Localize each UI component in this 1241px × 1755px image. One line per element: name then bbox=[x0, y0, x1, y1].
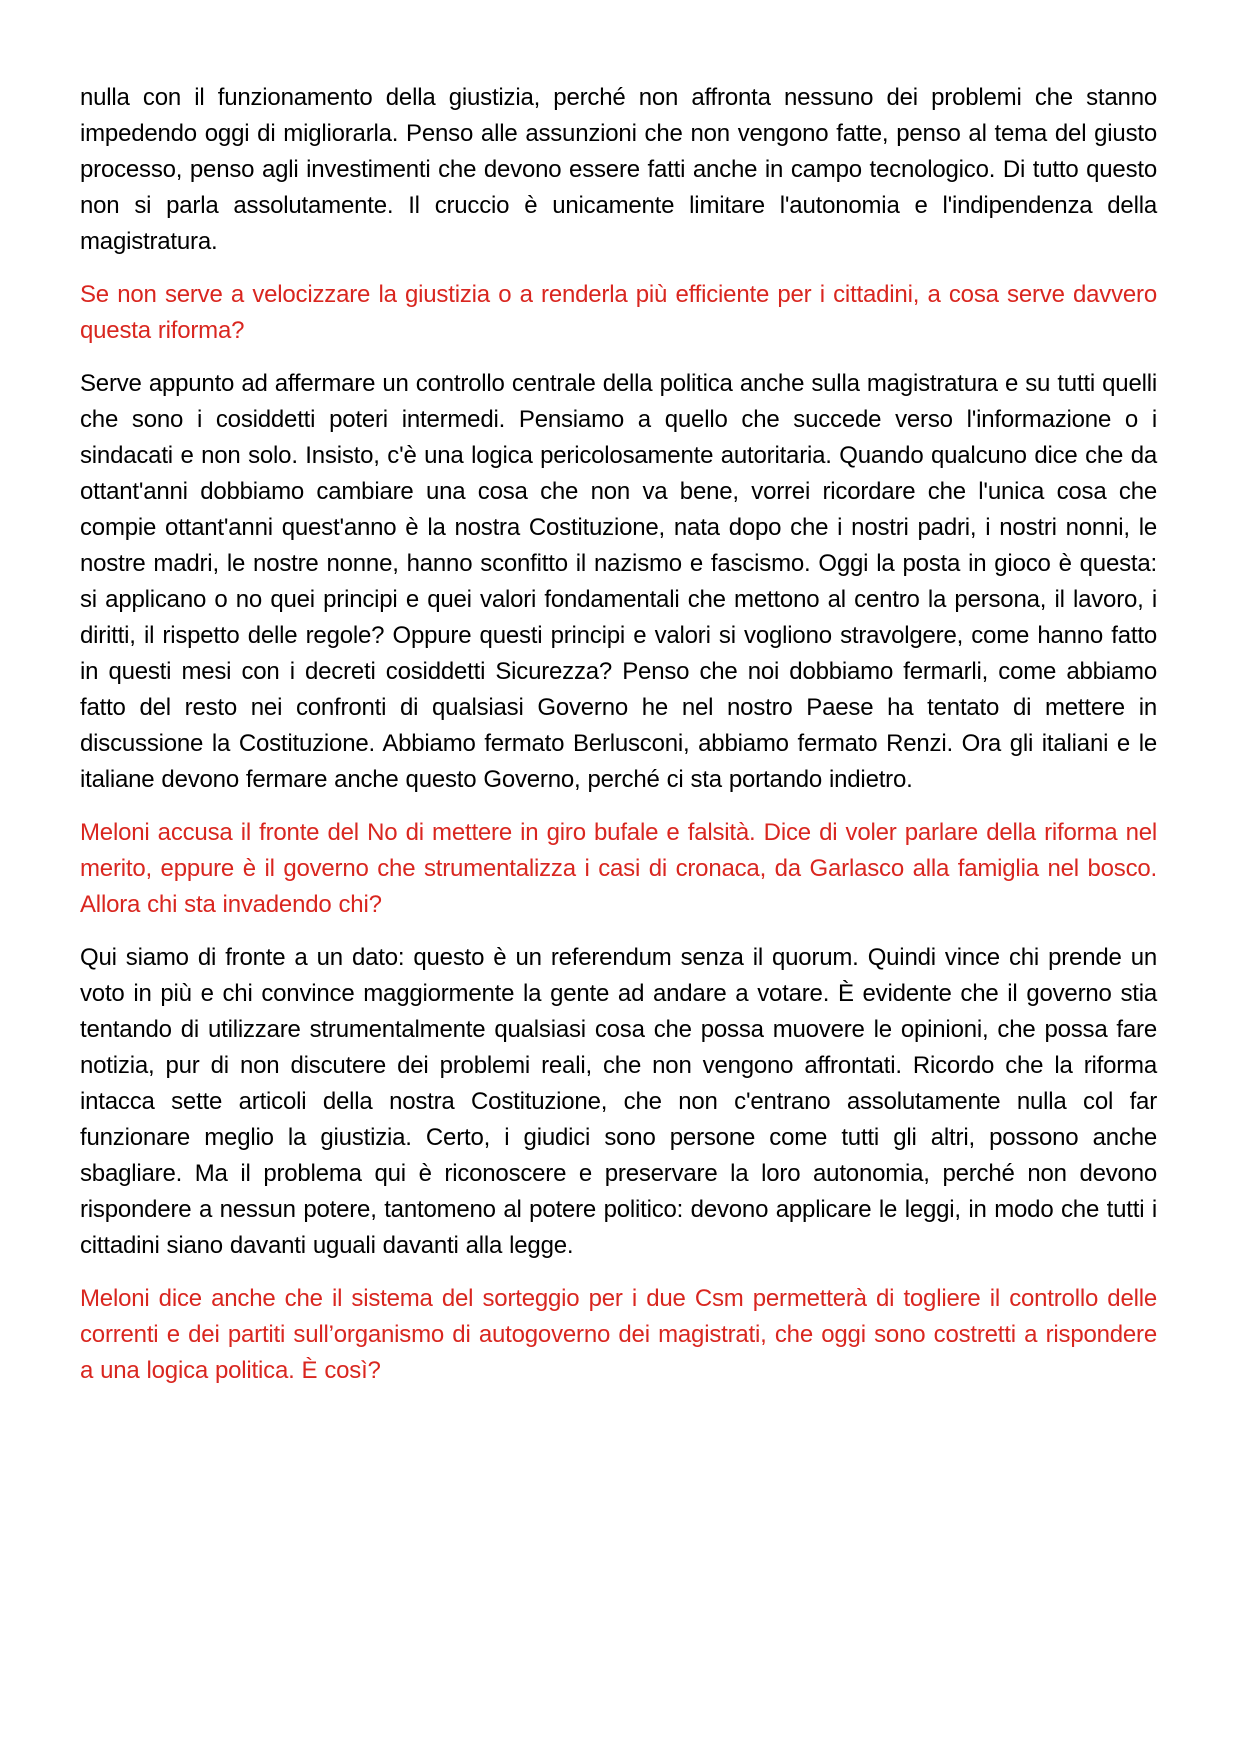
question-paragraph-2: Meloni accusa il fronte del No di mettere in giro bufale e falsità. Dice di voler parlare della riforma nel merito, eppure è il governo che strumentalizza i casi di cronaca, da Garlasco alla famiglia nel bosco. Allora chi sta invadendo chi? bbox=[80, 819, 1157, 918]
question-paragraph-3: Meloni dice anche che il sistema del sorteggio per i due Csm permetterà di togliere il controllo delle correnti e dei partiti sull’organismo di autogoverno dei magistrati, che oggi sono costretti a rispondere a una logica politica. È così? bbox=[80, 1285, 1157, 1384]
answer-paragraph-2: Serve appunto ad affermare un controllo centrale della politica anche sulla magistratura e su tutti quelli che sono i cosiddetti poteri intermedi. Pensiamo a quello che succede verso l'informazione o i sindacati e non solo. Insisto, c'è una logica pericolosamente autoritaria. Quando qualcuno dice che da ottant'anni dobbiamo cambiare una cosa che non va bene, vorrei ricordare che l'unica cosa che compie ottant'anni quest'anno è la nostra Costituzione, nata dopo che i nostri padri, i nostri nonni, le nostre madri, le nostre nonne, hanno sconfitto il nazismo e fascismo. Oggi la posta in gioco è questa: si applicano o no quei principi e quei valori fondamentali che mettono al centro la persona, il lavoro, i diritti, il rispetto delle regole? Oppure questi principi e valori si vogliono stravolgere, come hanno fatto in questi mesi con i decreti cosiddetti Sicurezza? Penso che noi dobbiamo fermarli, come abbiamo fatto del resto nei confronti di qualsiasi Governo he nel nostro Paese ha tentato di mettere in discussione la Costituzione. Abbiamo fermato Berlusconi, abbiamo fermato Renzi. Ora gli italiani e le italiane devono fermare anche questo Governo, perché ci sta portando indietro. bbox=[80, 370, 1157, 793]
answer-paragraph-1: nulla con il funzionamento della giustizia, perché non affronta nessuno dei problemi che stanno impedendo oggi di migliorarla. Penso alle assunzioni che non vengono fatte, penso al tema del giusto processo, penso agli investimenti che devono essere fatti anche in campo tecnologico. Di tutto questo non si parla assolutamente. Il cruccio è unicamente limitare l'autonomia e l'indipendenza della magistratura. bbox=[80, 84, 1157, 255]
answer-paragraph-3: Qui siamo di fronte a un dato: questo è un referendum senza il quorum. Quindi vince chi prende un voto in più e chi convince maggiormente la gente ad andare a votare. È evidente che il governo stia tentando di utilizzare strumentalmente qualsiasi cosa che possa muovere le opinioni, che possa fare notizia, pur di non discutere dei problemi reali, che non vengono affrontati. Ricordo che la riforma intacca sette articoli della nostra Costituzione, che non c'entrano assolutamente nulla col far funzionare meglio la giustizia. Certo, i giudici sono persone come tutti gli altri, possono anche sbagliare. Ma il problema qui è riconoscere e preservare la loro autonomia, perché non devono rispondere a nessun potere, tantomeno al potere politico: devono applicare le leggi, in modo che tutti i cittadini siano davanti uguali davanti alla legge. bbox=[80, 944, 1157, 1259]
question-paragraph-1: Se non serve a velocizzare la giustizia o a renderla più efficiente per i cittadini, a cosa serve davvero questa riforma? bbox=[80, 281, 1157, 344]
